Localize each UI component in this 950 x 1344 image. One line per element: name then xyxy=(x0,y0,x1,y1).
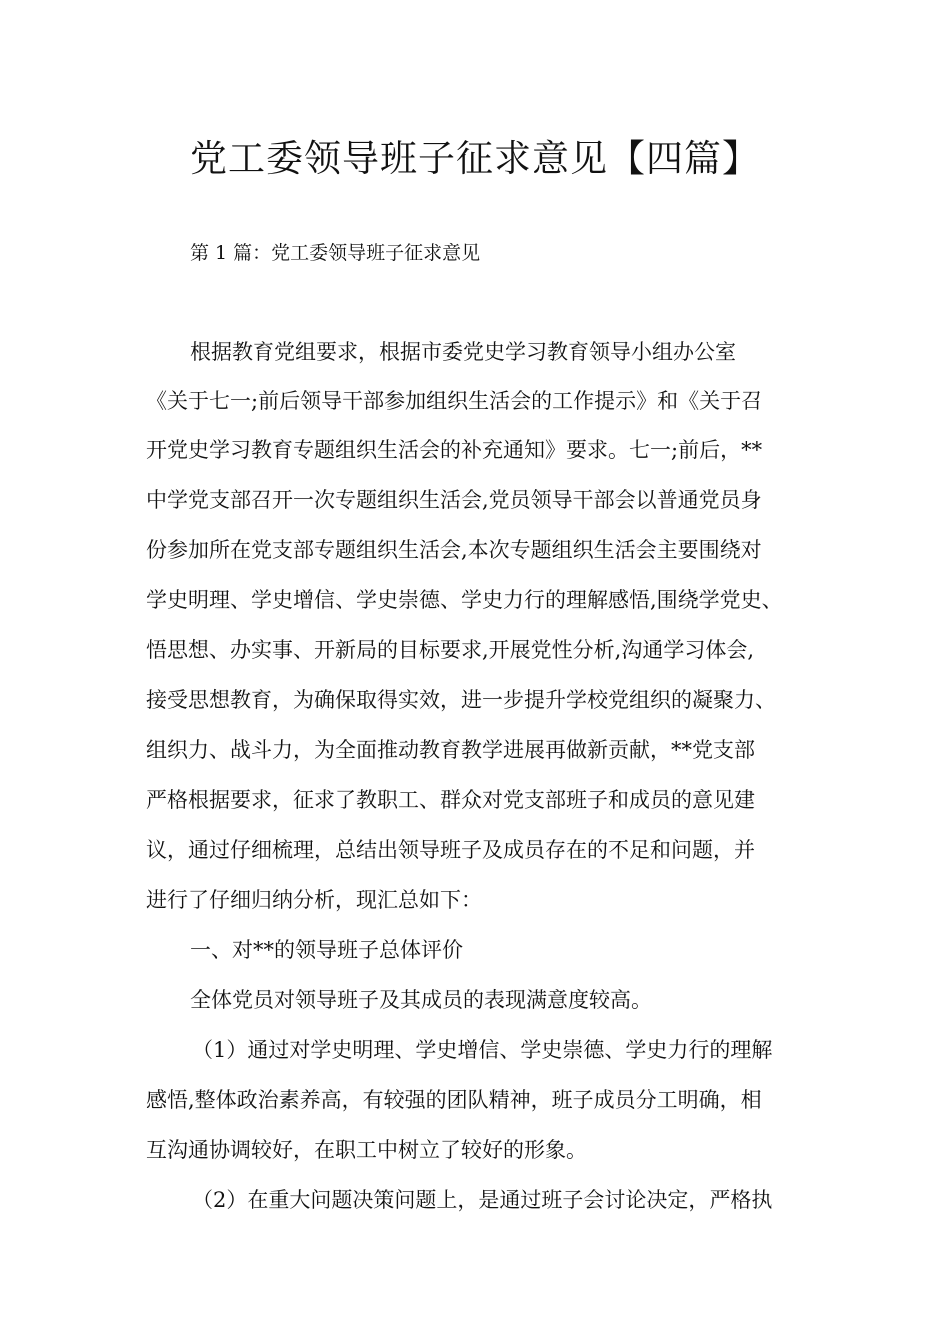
paragraph-line: 《关于七一;前后领导干部参加组织生活会的工作提示》和《关于召 xyxy=(146,389,763,413)
paragraph-line: 中学党支部召开一次专题组织生活会,党员领导干部会以普通党员身 xyxy=(146,488,762,512)
paragraph-line: 全体党员对领导班子及其成员的表现满意度较高。 xyxy=(190,988,652,1012)
paragraph-line: 份参加所在党支部专题组织生活会,本次专题组织生活会主要围绕对 xyxy=(146,538,762,562)
paragraph-line: 根据教育党组要求，根据市委党史学习教育领导小组办公室 xyxy=(190,340,736,364)
paragraph-line: 悟思想、办实事、开新局的目标要求,开展党性分析,沟通学习体会, xyxy=(146,638,755,662)
paragraph-line: 严格根据要求，征求了教职工、群众对党支部班子和成员的意见建 xyxy=(146,788,755,812)
paragraph-line: 议，通过仔细梳理，总结出领导班子及成员存在的不足和问题，并 xyxy=(146,838,755,862)
paragraph-line: 感悟,整体政治素养高，有较强的团队精神，班子成员分工明确，相 xyxy=(146,1088,762,1112)
document-subtitle: 第 1 篇：党工委领导班子征求意见 xyxy=(190,242,481,264)
section-heading: 一、对**的领导班子总体评价 xyxy=(190,938,463,962)
paragraph-line: 接受思想教育，为确保取得实效，进一步提升学校党组织的凝聚力、 xyxy=(146,688,776,712)
paragraph-line: 进行了仔细归纳分析，现汇总如下： xyxy=(146,888,482,912)
paragraph-line: （1）通过对学史明理、学史增信、学史崇德、学史力行的理解 xyxy=(192,1038,773,1062)
paragraph-line: （2）在重大问题决策问题上，是通过班子会讨论决定，严格执 xyxy=(192,1188,773,1212)
paragraph-line: 组织力、战斗力，为全面推动教育教学进展再做新贡献，**党支部 xyxy=(146,738,755,762)
document-title: 党工委领导班子征求意见【四篇】 xyxy=(190,137,760,180)
paragraph-line: 互沟通协调较好，在职工中树立了较好的形象。 xyxy=(146,1138,587,1162)
paragraph-line: 学史明理、学史增信、学史崇德、学史力行的理解感悟,围绕学党史、 xyxy=(146,588,783,612)
paragraph-line: 开党史学习教育专题组织生活会的补充通知》要求。七一;前后，** xyxy=(146,438,763,462)
